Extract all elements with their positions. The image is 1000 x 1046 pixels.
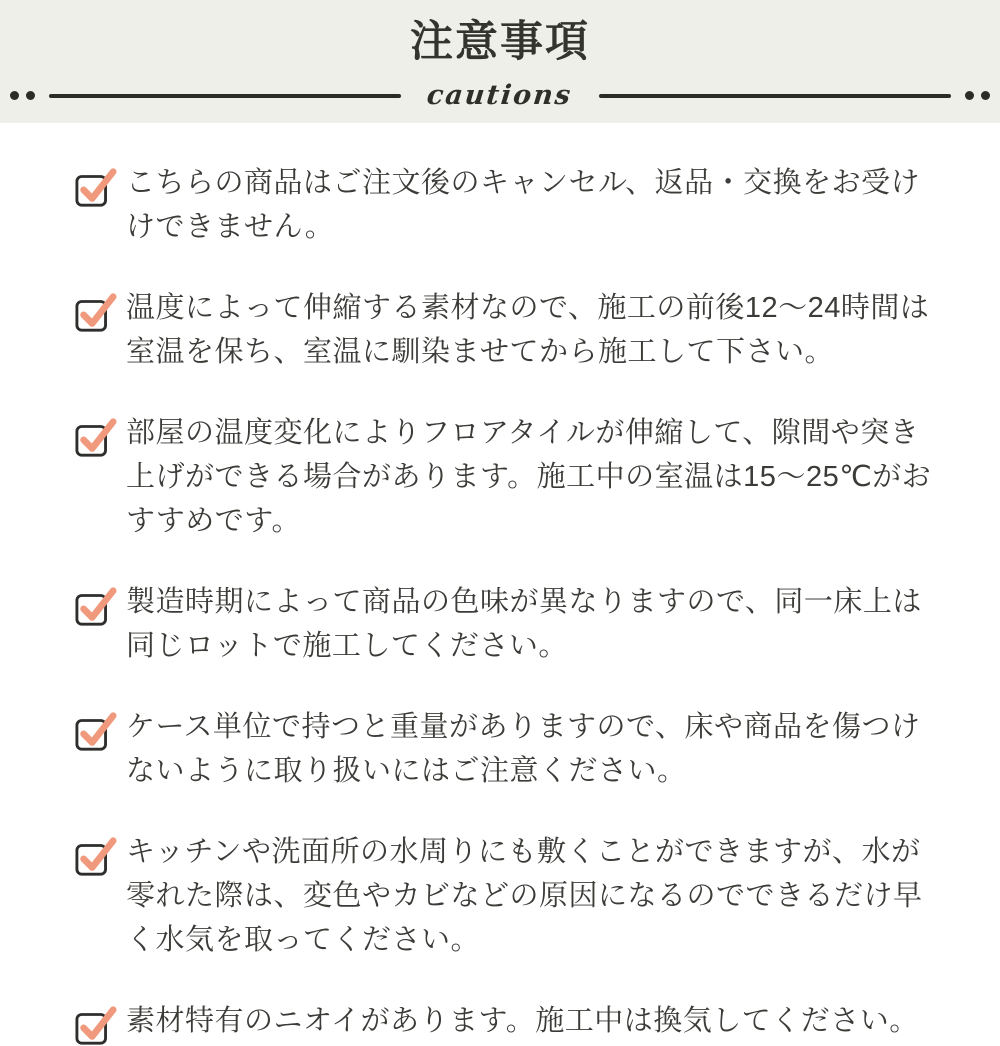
caution-text: 部屋の温度変化によりフロアタイルが伸縮して、隙間や突き上げができる場合があります。施工中の室温は15〜25℃がおすすめです。 [126, 417, 932, 537]
divider-rule-right [599, 94, 951, 98]
list-item [74, 293, 938, 374]
caution-text: 製造時期によって商品の色味が異なりますので、同一床上は同じロットで施工してください。 [126, 586, 922, 662]
divider-rule-left [49, 94, 401, 98]
checked-checkbox-icon [74, 166, 118, 208]
page-title: 注意事項 [410, 18, 590, 66]
checked-checkbox-icon [74, 291, 118, 333]
caution-text: キッチンや洗面所の水周りにも敷くことができますが、水が零れた際は、変色やカビなどの原因になるのでできるだけ早く水気を取ってください。 [126, 836, 923, 956]
divider-dot-icon [981, 91, 990, 100]
caution-list [0, 123, 1000, 1046]
checked-checkbox-icon [74, 835, 118, 877]
divider-dot-icon [26, 91, 35, 100]
list-item [74, 418, 938, 543]
checked-checkbox-icon [74, 585, 118, 627]
divider-dot-icon [965, 91, 974, 100]
caution-text: 温度によって伸縮する素材なので、施工の前後12〜24時間は室温を保ち、室温に馴染ませてから施工して下さい。 [126, 292, 930, 368]
list-item [74, 168, 938, 249]
list-item [74, 1006, 938, 1046]
checked-checkbox-icon [74, 710, 118, 752]
list-item [74, 587, 938, 668]
checked-checkbox-icon [74, 1004, 118, 1046]
divider-dots-left [10, 91, 35, 100]
divider-dots-right [965, 91, 990, 100]
list-item [74, 837, 938, 962]
list-item [74, 712, 938, 793]
caution-text: こちらの商品はご注文後のキャンセル、返品・交換をお受けけできません。 [126, 167, 921, 243]
caution-text: 素材特有のニオイがあります。施工中は換気してください。 [126, 1005, 919, 1037]
caution-text: ケース単位で持つと重量がありますので、床や商品を傷つけないように取り扱いにはご注意ください。 [126, 711, 921, 787]
header-band [0, 0, 1000, 123]
checked-checkbox-icon [74, 416, 118, 458]
page-subtitle: cautions [425, 80, 575, 112]
title-divider [0, 80, 1000, 111]
divider-dot-icon [10, 91, 19, 100]
